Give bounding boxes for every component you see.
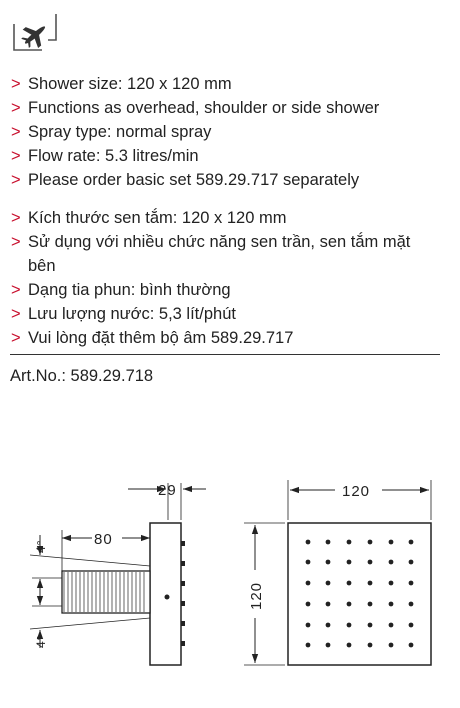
spec-item: > Flow rate: 5.3 litres/min (10, 144, 442, 168)
spec-item: > Shower size: 120 x 120 mm (10, 72, 442, 96)
spec-item: > Spray type: normal spray (10, 120, 442, 144)
article-number: Art.No.: 589.29.718 (10, 367, 154, 385)
spec-list-english (10, 72, 442, 192)
spec-item: > Please order basic set 589.29.717 separately (10, 168, 442, 192)
bullet-arrow: > (11, 99, 21, 117)
bullet-arrow: > (11, 329, 21, 347)
angle-top-label: 4° (34, 539, 48, 553)
arm-length-dimension: 80 (94, 531, 113, 548)
height-dimension: 120 (248, 581, 265, 610)
bullet-arrow: > (11, 281, 21, 299)
spec-list-vietnamese (10, 206, 442, 350)
width-dimension: 120 (342, 483, 371, 500)
spec-item: > Dạng tia phun: bình thường (10, 278, 442, 302)
divider (10, 354, 440, 355)
bullet-arrow: > (11, 209, 21, 227)
spec-item: > Functions as overhead, shoulder or side shower (10, 96, 442, 120)
bullet-arrow: > (11, 123, 21, 141)
bullet-arrow: > (11, 171, 21, 189)
spec-item: > Kích thước sen tắm: 120 x 120 mm (10, 206, 442, 230)
airplane-icon (10, 10, 58, 58)
bullet-arrow: > (11, 305, 21, 323)
spec-item: > Lưu lượng nước: 5,3 lít/phút (10, 302, 442, 326)
front-view (244, 480, 431, 665)
bullet-arrow: > (11, 233, 21, 251)
spec-item: > Sử dụng với nhiều chức năng sen trần, sen tắm mặt bên (10, 230, 442, 278)
angle-bottom-label: 4° (34, 634, 48, 648)
side-view (30, 483, 206, 665)
bullet-arrow: > (11, 75, 21, 93)
spec-item: > Vui lòng đặt thêm bộ âm 589.29.717 (10, 326, 442, 350)
depth-dimension: 29 (158, 482, 177, 499)
bullet-arrow: > (11, 147, 21, 165)
technical-drawing (0, 460, 460, 708)
